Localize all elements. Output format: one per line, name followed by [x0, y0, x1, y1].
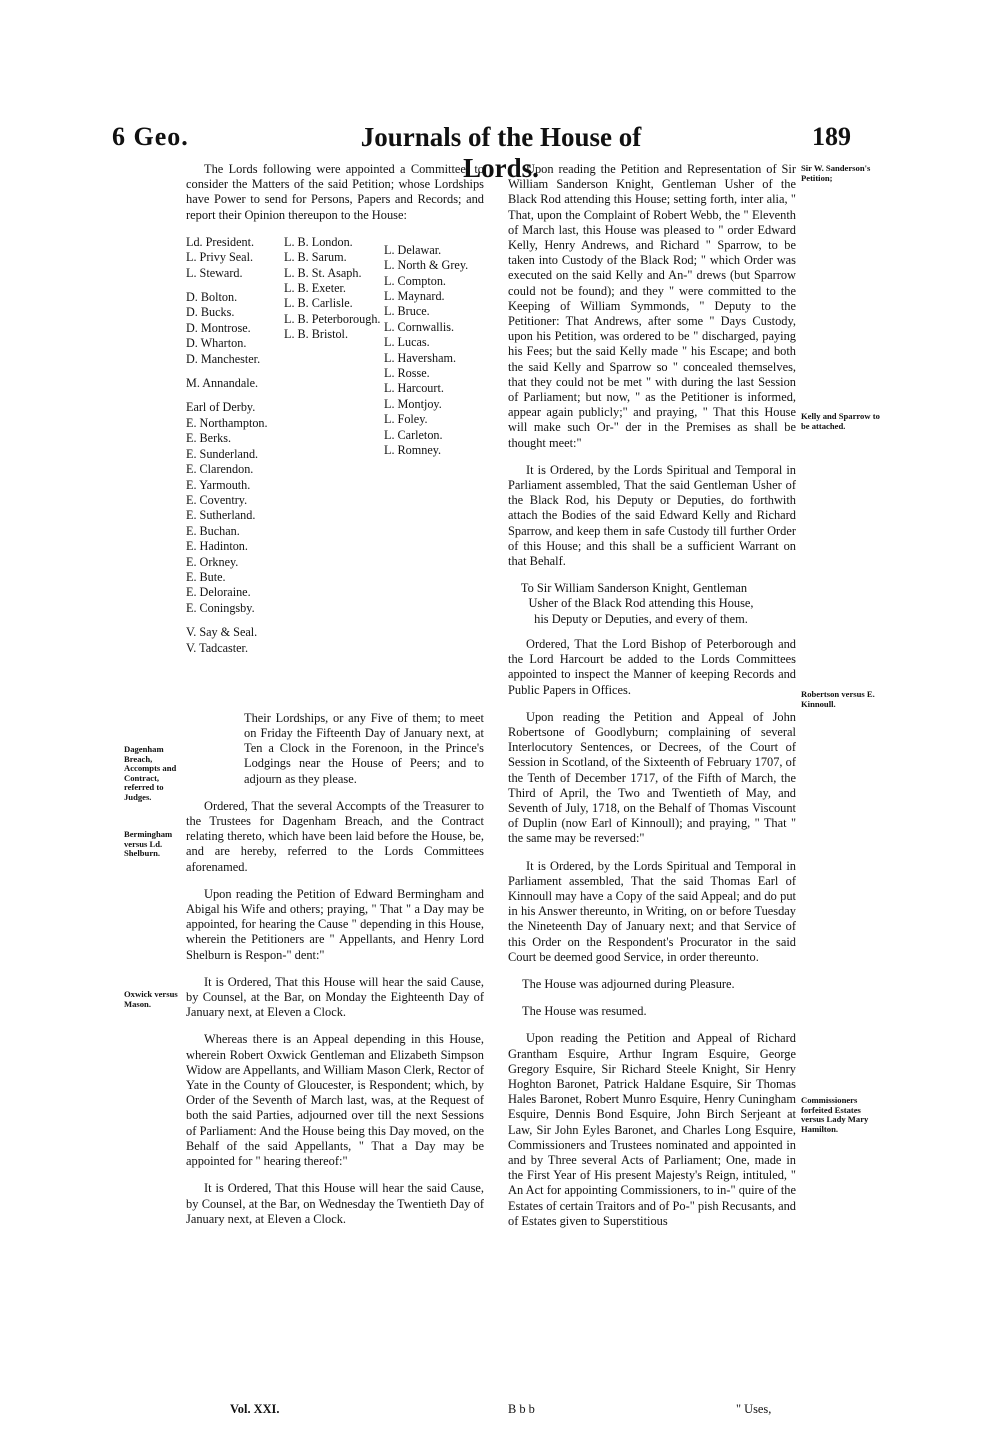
committee-member: L. B. Bristol.	[284, 327, 348, 342]
committee-intro: The Lords following were appointed a Committee, to consider the Matters of the said Petition; whose Lordships have Power to send for Persons, Papers and Records; and report their Opinion thereupon to the House:	[186, 162, 484, 222]
margin-note-commissioners: Commissioners forfeited Estates versus Lady Mary Hamilton.	[801, 1095, 869, 1134]
header-title: Journals of the House of Lords.	[360, 122, 642, 183]
margin-note-robertson: Robertson versus E. Kinnoull.	[801, 689, 875, 709]
committee-member: L. Haversham.	[384, 350, 457, 365]
signature-mark: B b b	[508, 1402, 535, 1416]
adjourned-line: The House was adjourned during Pleasure.	[522, 976, 735, 991]
committee-member: L. B. Sarum.	[284, 250, 347, 265]
committee-member: L. Bruce.	[384, 304, 430, 319]
committee-member: L. B. London.	[284, 234, 353, 249]
committee-member: L. Harcourt.	[384, 381, 444, 396]
committee-member: L. Montjoy.	[384, 396, 442, 411]
right-column	[508, 162, 796, 1241]
resumed-line: The House was resumed.	[522, 1004, 647, 1019]
page-number: 189	[812, 122, 851, 151]
committee-list	[186, 235, 484, 705]
committee-member: D. Bucks.	[186, 305, 235, 320]
catchword: " Uses,	[736, 1402, 772, 1416]
warrant-address: To Sir William Sanderson Knight, Gentleman Usher of the Black Rod attending this House, his Deputy or Deputies, and every of them.	[520, 581, 754, 626]
robertson-order: It is Ordered, by the Lords Spiritual and Temporal in Parliament assembled, That the said Thomas Earl of Kinnoull may have a Copy of the said Appeal; and do put in his Answer thereunto, in Writing, on or before Tuesday the Nineteenth Day of January next; and that Service of this Order on the Respondent's Procurator in the said Court be deemed good Service, in order thereunto.	[508, 858, 796, 964]
committee-member: E. Hadinton.	[186, 539, 248, 554]
committee-member: L. Steward.	[186, 265, 243, 280]
oxwick-order: It is Ordered, That this House will hear the said Cause, by Counsel, at the Bar, on Wednesday the Twentieth Day of January next, at Eleven a Clock.	[186, 1181, 484, 1226]
kelly-order: It is Ordered, by the Lords Spiritual and Temporal in Parliament assembled, That the said Gentleman Usher of the Black Rod, his Deputy or Deputies, do forthwith attach the Bodies of the said Edward Kelly and Richard Sparrow, and keep them in safe Custody till further Order of this House; and this shall be a sufficient Warrant on that Behalf.	[508, 462, 796, 569]
bermingham-petition: Upon reading the Petition of Edward Bermingham and Abigal his Wife and others; praying, " That " a Day may be appointed, for hearing the Cause " depending in this House, wherein the Petitioners are " Appellants, and Henry Lord Shelburn is Respon-" dent:"	[186, 886, 484, 962]
committee-member: L. Delawar.	[384, 242, 442, 257]
committee-member: L. B. Peterborough.	[284, 311, 381, 326]
committee-member: E. Sutherland.	[186, 508, 256, 523]
committee-member: V. Say & Seal.	[186, 625, 258, 640]
committee-gap	[186, 281, 286, 290]
commissioners-petition: Upon reading the Petition and Appeal of Richard Grantham Esquire, Arthur Ingram Esquire, George Gregory Esquire, Sir Richard Steele Knight, Sir Henry Hoghton Baronet, Patrick Haldane Esquire, Sir Thomas Hales Baronet, Robert Munro Esquire, Henry Cuningham Esquire, Dennis Bond Esquire, John Birch Serjeant at Law, Sir John Eyles Baronet, and Charles Long Esquire, Commissioners and Trustees nominated and appointed in and by Three several Acts of Parliament; One, made in the First Year of His present Majesty's Reign, intituled, " An Act for appointing Commissioners, to in-" quire of the Estates of certain Traitors and of Po-" pish Recusants, and of Estates given to Superstitious	[508, 1031, 796, 1228]
committee-member: L. Carleton.	[384, 427, 443, 442]
committee-member: L. B. Exeter.	[284, 281, 346, 296]
committee-member: Ld. President.	[186, 234, 255, 249]
committee-member: L. North & Grey.	[384, 258, 469, 273]
volume-mark: Vol. XXI.	[230, 1402, 280, 1416]
committee-member: D. Montrose.	[186, 320, 251, 335]
header-regnal-year: 6 Geo.	[112, 122, 189, 151]
committee-member: E. Clarendon.	[186, 462, 254, 477]
dagenham-order: Ordered, That the several Accompts of the Treasurer to the Trustees for Dagenham Breach, and the Contract relating thereto, which have been laid before the House, be, and are hereby, referred to the Lords Committees aforenamed.	[186, 798, 484, 874]
oxwick-appeal: Whereas there is an Appeal depending in this House, wherein Robert Oxwick Gentleman and Elizabeth Simpson Widow are Appellants, and William Mason Clerk, Rector of Yate in the County of Gloucester, is Respondent; which, by Order of the Seventh of March last, was, at the Request of both the said Parties, adjourned over till the next Sessions of Parliament: And the House being this Day moved, on the Behalf of the said Appellants, " That a Day may be appointed for " hearing thereof:"	[186, 1032, 484, 1169]
margin-note-dagenham: Dagenham Breach, Accompts and Contract, referred to Judges.	[124, 744, 177, 802]
committee-column-3	[384, 243, 484, 459]
committee-member: L. Foley.	[384, 412, 428, 427]
peterborough-order: Ordered, That the Lord Bishop of Peterborough and the Lord Harcourt be added to the Lords Committees appointed to inspect the Manner of keeping Records and Public Papers in Offices.	[508, 636, 796, 697]
meeting-paragraph: Their Lordships, or any Five of them; to meet on Friday the Fifteenth Day of January next, at Ten a Clock in the Forenoon, in the Prince's Lodgings near the House of Peers; and to adjourn as they please.	[244, 710, 484, 786]
committee-member: L. Romney.	[384, 443, 442, 458]
margin-note-bermingham: Bermingham versus Ld. Shelburn.	[124, 829, 173, 859]
committee-member: L. B. St. Asaph.	[284, 265, 362, 280]
committee-member: D. Wharton.	[186, 336, 247, 351]
committee-gap	[186, 616, 286, 625]
bermingham-order: It is Ordered, That this House will hear the said Cause, by Counsel, at the Bar, on Monday the Eighteenth Day of January next, at Eleven a Clock.	[186, 974, 484, 1020]
committee-member: E. Coventry.	[186, 492, 248, 507]
committee-column-1	[186, 235, 286, 656]
committee-member: V. Tadcaster.	[186, 640, 248, 655]
committee-gap	[186, 391, 286, 400]
committee-member: L. Cornwallis.	[384, 319, 455, 334]
committee-member: E. Bute.	[186, 569, 226, 584]
committee-member: E. Yarmouth.	[186, 477, 251, 492]
committee-member: L. Maynard.	[384, 289, 445, 304]
committee-member: M. Annandale.	[186, 376, 259, 391]
committee-member: E. Deloraine.	[186, 585, 251, 600]
committee-gap	[186, 367, 286, 376]
committee-member: E. Buchan.	[186, 523, 240, 538]
committee-column-2	[284, 235, 396, 343]
committee-member: L. Lucas.	[384, 335, 430, 350]
sanderson-petition: Upon reading the Petition and Representation of Sir William Sanderson Knight, Gentleman Usher of the Black Rod attending this House; setting forth, inter alia, " That, upon the Complaint of Robert Webb, the " Eleventh of March last, this House was pleased to " order Edward Kelly, Henry Andrews, and Richard " Sparrow, to be taken into Custody of the Black Rod; " which Order was executed on the said Kelly and An-" drews (but Sparrow could not be found); and they " were committed to the Keeping of William Symmonds, " Deputy to the Petitioner: That Andrews, after some " Days Custody, upon his Petition, was ordered to be " discharged, paying his Fees; but the said Kelly made " his Escape; and both the said Kelly and Sparrow so " concealed themselves, that they could not be met " with during the last Session of Parliament; but now, " as the Petitioner is informed, appear again publicly;" and praying, " That this House will make such Or-" der in the Premises as shall be thought meet:"	[508, 162, 796, 450]
margin-note-kelly: Kelly and Sparrow to be attached.	[801, 411, 880, 431]
committee-member: E. Northampton.	[186, 415, 268, 430]
robertson-petition: Upon reading the Petition and Appeal of John Robertsone of Goodlyburn; complaining of several Interlocutory Sentences, or Decrees, of the Court of Session in Scotland, of the Sixteenth of February 1707, of the Tenth of December 1717, of the Fifth of March, the Third of April, the Two and Twentieth of May, and Seventh of July, 1718, on the Behalf of Thomas Viscount of Duplin (now Earl of Kinnoull); and praying, " That " the same may be reversed:"	[508, 709, 796, 846]
committee-member: Earl of Derby.	[186, 400, 256, 415]
committee-member: L. Privy Seal.	[186, 250, 254, 265]
committee-member: E. Orkney.	[186, 554, 239, 569]
committee-member: L. Rosse.	[384, 366, 430, 381]
committee-member: D. Manchester.	[186, 351, 261, 366]
margin-note-oxwick: Oxwick versus Mason.	[124, 989, 178, 1009]
committee-member: D. Bolton.	[186, 290, 238, 305]
committee-member: E. Berks.	[186, 431, 232, 446]
left-column	[186, 162, 484, 1239]
margin-note-sanderson: Sir W. Sanderson's Petition;	[801, 163, 871, 183]
committee-member: L. Compton.	[384, 273, 446, 288]
committee-member: L. B. Carlisle.	[284, 296, 353, 311]
committee-member: E. Coningsby.	[186, 600, 255, 615]
committee-member: E. Sunderland.	[186, 446, 259, 461]
